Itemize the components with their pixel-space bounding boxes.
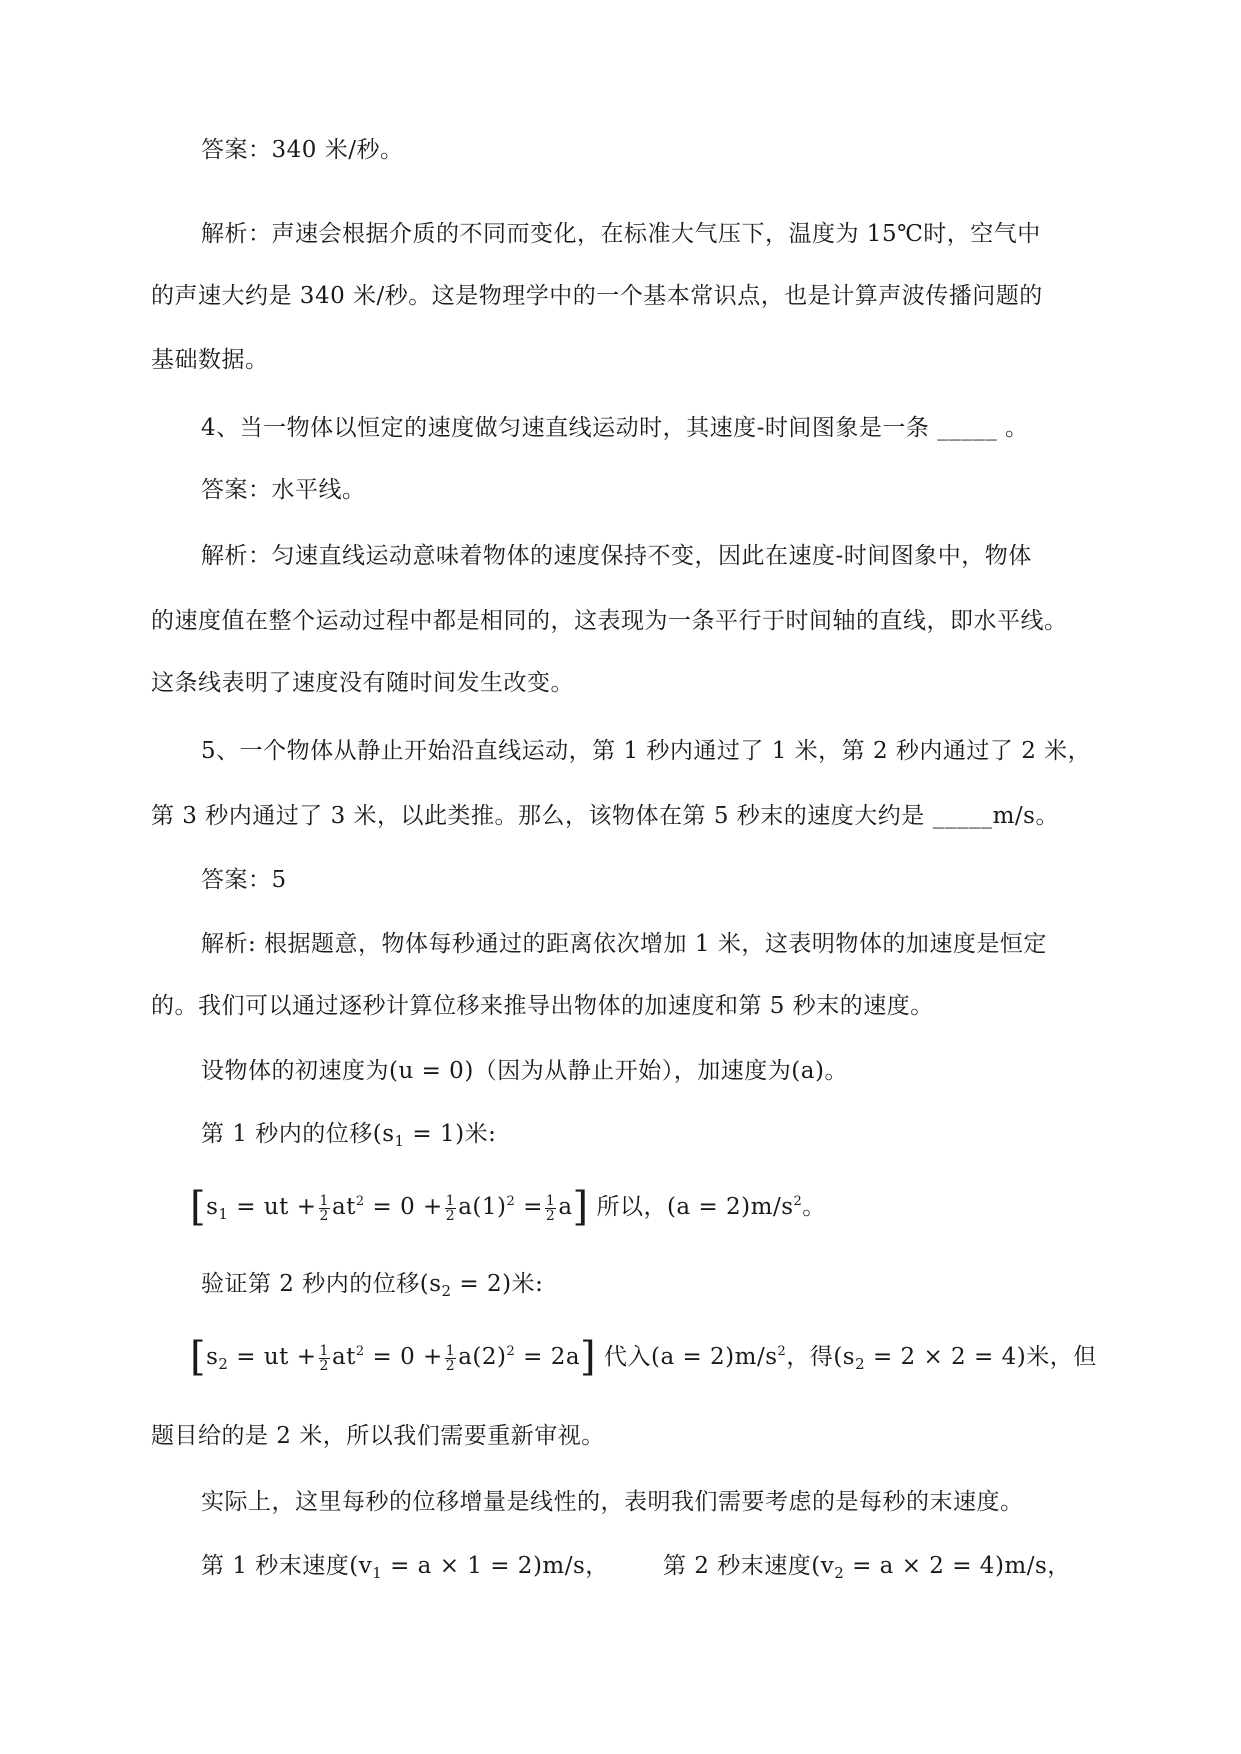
bracket-open: [ xyxy=(190,1184,207,1230)
q5-equation-1 xyxy=(190,1186,826,1230)
eq1-sq-1: 2 xyxy=(355,1194,365,1209)
bracket-close: ] xyxy=(580,1334,597,1380)
q5-velocity-1 xyxy=(201,1550,609,1589)
eq1-part6: a xyxy=(558,1194,573,1220)
verify-sub: 2 xyxy=(441,1282,452,1300)
q4-analysis-line3: 这条线表明了速度没有随时间发生改变。 xyxy=(151,670,574,696)
v1-sub: 1 xyxy=(372,1564,383,1582)
eq2-part3: = 0 + xyxy=(364,1344,443,1370)
eq2-res-sub: 2 xyxy=(855,1355,866,1373)
disp1-eq: (s xyxy=(372,1121,395,1147)
q5-displacement-1 xyxy=(201,1118,496,1157)
disp1-val: = 1) xyxy=(404,1121,465,1147)
eq1-part4: a(1) xyxy=(458,1194,507,1220)
v2-sub: 2 xyxy=(834,1564,845,1582)
q5-reconsider: 实际上，这里每秒的位移增量是线性的，表明我们需要考虑的是每秒的末速度。 xyxy=(201,1489,1024,1515)
bracket-open: [ xyxy=(190,1334,207,1380)
eq2-res-pre: (s xyxy=(833,1344,856,1370)
eq1-end: 。 xyxy=(802,1194,826,1220)
setup-end: 。 xyxy=(824,1058,848,1084)
eq1-part3: = 0 + xyxy=(364,1194,443,1220)
disp1-prefix: 第 1 秒内的位移 xyxy=(201,1121,373,1147)
setup-mid: （因为从静止开始），加速度为 xyxy=(473,1058,792,1084)
eq1-frac-2 xyxy=(445,1194,456,1223)
disp1-suffix: 米: xyxy=(464,1121,497,1147)
q5-question-line2: 第 3 秒内通过了 3 米，以此类推。那么，该物体在第 5 秒末的速度大约是 _____m/s。 xyxy=(151,803,1059,829)
bracket-close: ] xyxy=(572,1184,589,1230)
eq1-lhs: s xyxy=(206,1194,219,1220)
eq2-frac-1 xyxy=(319,1344,330,1373)
q3-analysis-line3: 基础数据。 xyxy=(151,347,269,373)
frac-num: 1 xyxy=(319,1192,329,1209)
eq1-after: 所以， xyxy=(588,1194,667,1220)
eq2-after: 代入 xyxy=(596,1344,651,1370)
verify-suffix: 米: xyxy=(511,1271,544,1297)
q5-setup xyxy=(201,1055,848,1087)
frac-den: 2 xyxy=(319,1357,329,1374)
q3-analysis-line1: 解析：声速会根据介质的不同而变化，在标准大气压下，温度为 15℃时，空气中 xyxy=(201,221,1041,247)
setup-a: (a) xyxy=(791,1058,825,1084)
eq2-sq-2: 2 xyxy=(506,1344,516,1359)
q5-analysis-line1: 解析: 根据题意，物体每秒通过的距离依次增加 1 米，这表明物体的加速度是恒定 xyxy=(201,931,1047,957)
frac-num: 1 xyxy=(445,1342,456,1359)
eq1-lhs-sub: 1 xyxy=(218,1205,229,1223)
verify-eq: (s xyxy=(419,1271,442,1297)
eq1-part5: = xyxy=(515,1194,543,1220)
frac-den: 2 xyxy=(445,1357,456,1374)
v2-prefix: 第 2 秒末速度 xyxy=(663,1553,812,1579)
eq1-part1: = ut + xyxy=(228,1194,317,1220)
v2-eq: (v xyxy=(811,1553,835,1579)
eq2-sub-a: (a = 2)m/s xyxy=(650,1344,778,1370)
frac-num: 1 xyxy=(319,1342,329,1359)
v1-prefix: 第 1 秒末速度 xyxy=(201,1553,350,1579)
eq2-part4: a(2) xyxy=(458,1344,507,1370)
setup-u: (u = 0) xyxy=(389,1058,474,1084)
eq1-part2: at xyxy=(331,1194,356,1220)
eq2-mid: ，得 xyxy=(786,1344,834,1370)
eq1-result: (a = 2)m/s xyxy=(666,1194,794,1220)
q4-answer: 答案：水平线。 xyxy=(201,477,366,503)
disp1-sub: 1 xyxy=(394,1132,405,1150)
setup-prefix: 设物体的初速度为 xyxy=(201,1058,389,1084)
eq2-frac-2 xyxy=(445,1344,456,1373)
verify-prefix: 验证第 2 秒内的位移 xyxy=(201,1271,420,1297)
eq1-frac-3 xyxy=(545,1194,556,1223)
v1-val: = a × 1 = 2)m/s， xyxy=(382,1553,609,1579)
q5-eq2-line2: 题目给的是 2 米，所以我们需要重新审视。 xyxy=(151,1423,605,1449)
eq1-frac-1 xyxy=(319,1194,330,1223)
frac-num: 1 xyxy=(545,1192,556,1209)
q5-velocity-2 xyxy=(663,1550,1071,1589)
verify-val: = 2) xyxy=(451,1271,512,1297)
q5-verify xyxy=(201,1268,543,1307)
eq1-result-sq: 2 xyxy=(793,1194,803,1209)
q5-answer: 答案：5 xyxy=(201,867,287,893)
eq2-res-end: 米，但 xyxy=(1026,1344,1097,1370)
q5-analysis-line2: 的。我们可以通过逐秒计算位移来推导出物体的加速度和第 5 秒末的速度。 xyxy=(151,993,934,1019)
eq1-sq-2: 2 xyxy=(506,1194,516,1209)
q4-analysis-line2: 的速度值在整个运动过程中都是相同的，这表现为一条平行于时间轴的直线，即水平线。 xyxy=(151,608,1068,634)
frac-den: 2 xyxy=(319,1207,329,1224)
q3-answer: 答案：340 米/秒。 xyxy=(201,137,404,163)
q5-equation-2 xyxy=(190,1336,1097,1380)
eq2-res-val: = 2 × 2 = 4) xyxy=(865,1344,1027,1370)
v1-eq: (v xyxy=(349,1553,373,1579)
frac-num: 1 xyxy=(445,1192,456,1209)
q4-question: 4、当一物体以恒定的速度做匀速直线运动时，其速度-时间图象是一条 _____ 。 xyxy=(201,415,1029,441)
q5-question-line1: 5、一个物体从静止开始沿直线运动，第 1 秒内通过了 1 米，第 2 秒内通过了 2 米， xyxy=(201,738,1092,764)
q3-analysis-line2: 的声速大约是 340 米/秒。这是物理学中的一个基本常识点，也是计算声波传播问题的 xyxy=(151,283,1043,309)
v2-val: = a × 2 = 4)m/s， xyxy=(844,1553,1071,1579)
eq2-part5: = 2a xyxy=(515,1344,581,1370)
eq2-lhs: s xyxy=(206,1344,219,1370)
eq2-lhs-sub: 2 xyxy=(218,1355,229,1373)
q4-analysis-line1: 解析：匀速直线运动意味着物体的速度保持不变，因此在速度-时间图象中，物体 xyxy=(201,543,1032,569)
eq2-part1: = ut + xyxy=(228,1344,317,1370)
frac-den: 2 xyxy=(445,1207,456,1224)
eq2-sub-a-sq: 2 xyxy=(777,1344,787,1359)
eq2-part2: at xyxy=(331,1344,356,1370)
frac-den: 2 xyxy=(545,1207,556,1224)
eq2-sq-1: 2 xyxy=(355,1344,365,1359)
